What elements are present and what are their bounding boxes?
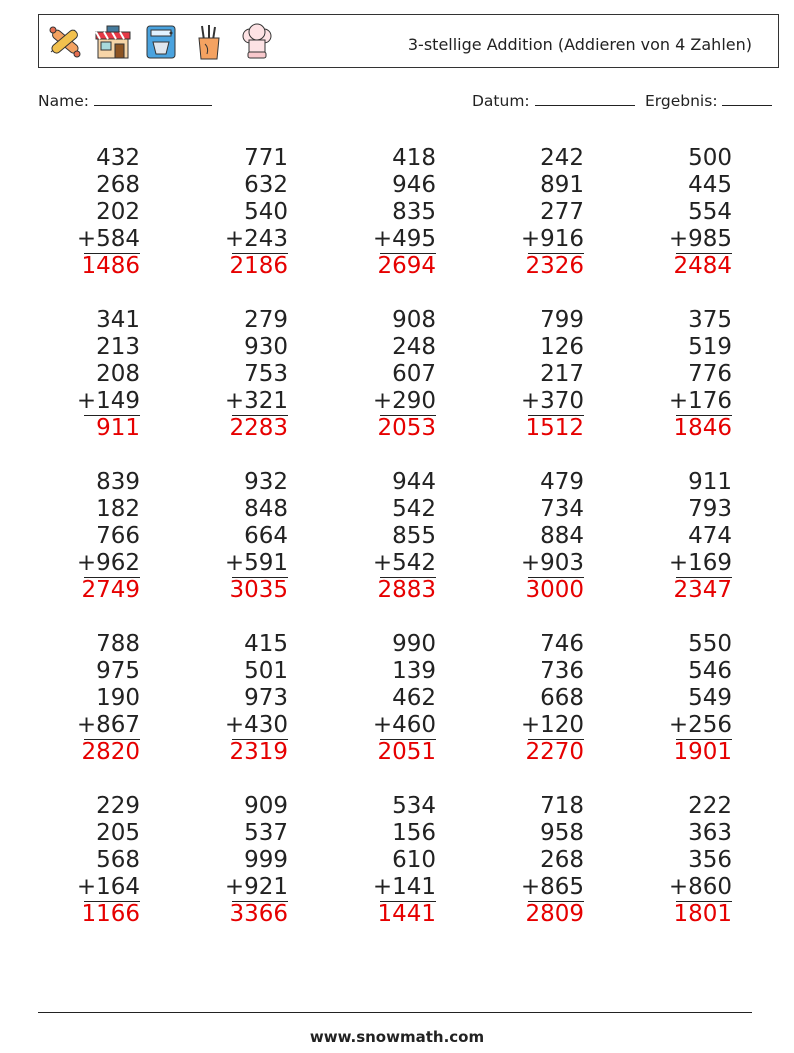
addend: 766 (96, 523, 140, 549)
addend: 799 (540, 307, 584, 333)
addend-with-plus: +141 (372, 874, 436, 900)
addend: 537 (244, 820, 288, 846)
addend: 884 (540, 523, 584, 549)
answer: 1846 (673, 415, 732, 441)
addend-with-plus: +430 (224, 712, 288, 738)
icon-strip (45, 21, 277, 63)
addend: 776 (688, 361, 732, 387)
stand-mixer-icon (141, 22, 181, 62)
addend-with-plus: +591 (224, 550, 288, 576)
date-label: Datum: (472, 92, 530, 110)
addend-with-plus: +243 (224, 226, 288, 252)
addend-with-plus: +865 (520, 874, 584, 900)
addend: 930 (244, 334, 288, 360)
result-field[interactable] (645, 92, 772, 110)
addition-problem (326, 145, 436, 280)
addition-problem (474, 145, 584, 280)
footer-site: www.snowmath.com (309, 1028, 485, 1046)
addend: 341 (96, 307, 140, 333)
answer: 1441 (377, 901, 436, 927)
addend: 771 (244, 145, 288, 171)
addend-with-plus: +495 (372, 226, 436, 252)
addend: 208 (96, 361, 140, 387)
addend: 190 (96, 685, 140, 711)
answer: 2270 (525, 739, 584, 765)
name-label: Name: (38, 92, 89, 110)
addend: 839 (96, 469, 140, 495)
addend: 500 (688, 145, 732, 171)
addend: 242 (540, 145, 584, 171)
addend: 753 (244, 361, 288, 387)
answer: 2749 (81, 577, 140, 603)
addition-problem (622, 631, 732, 766)
addend: 908 (392, 307, 436, 333)
addend: 474 (688, 523, 732, 549)
answer: 1512 (525, 415, 584, 441)
addition-problem (178, 145, 288, 280)
answer: 2883 (377, 577, 436, 603)
addition-problem (30, 631, 140, 766)
addition-problem (622, 793, 732, 928)
addend: 356 (688, 847, 732, 873)
addend: 445 (688, 172, 732, 198)
addend: 975 (96, 658, 140, 684)
answer: 2283 (229, 415, 288, 441)
addend: 268 (96, 172, 140, 198)
addend: 946 (392, 172, 436, 198)
addend: 268 (540, 847, 584, 873)
addend: 932 (244, 469, 288, 495)
addend-with-plus: +867 (76, 712, 140, 738)
addend-with-plus: +321 (224, 388, 288, 414)
addend: 542 (392, 496, 436, 522)
addend: 999 (244, 847, 288, 873)
addition-problem (178, 307, 288, 442)
addition-problem (622, 469, 732, 604)
answer: 1901 (673, 739, 732, 765)
addend: 205 (96, 820, 140, 846)
addend: 911 (688, 469, 732, 495)
addend-with-plus: +256 (668, 712, 732, 738)
addend: 607 (392, 361, 436, 387)
addend-with-plus: +120 (520, 712, 584, 738)
addend: 432 (96, 145, 140, 171)
rolling-pin-icon (45, 22, 85, 62)
addend-with-plus: +290 (372, 388, 436, 414)
addend: 540 (244, 199, 288, 225)
addend: 546 (688, 658, 732, 684)
answer: 2820 (81, 739, 140, 765)
addend: 213 (96, 334, 140, 360)
addend-with-plus: +370 (520, 388, 584, 414)
addition-problem (30, 469, 140, 604)
addend: 126 (540, 334, 584, 360)
addend: 990 (392, 631, 436, 657)
addition-problem (474, 631, 584, 766)
addition-problem (30, 145, 140, 280)
addend: 217 (540, 361, 584, 387)
addend-with-plus: +584 (76, 226, 140, 252)
answer: 2319 (229, 739, 288, 765)
addend-with-plus: +542 (372, 550, 436, 576)
addition-problem (178, 631, 288, 766)
addend: 944 (392, 469, 436, 495)
answer: 2326 (525, 253, 584, 279)
worksheet-title: 3-stellige Addition (Addieren von 4 Zahlen) (407, 35, 752, 54)
addition-problem (622, 307, 732, 442)
answer: 1486 (81, 253, 140, 279)
addend: 958 (540, 820, 584, 846)
utensil-holder-icon (189, 22, 229, 62)
addend: 891 (540, 172, 584, 198)
addend: 909 (244, 793, 288, 819)
addend: 182 (96, 496, 140, 522)
addend: 718 (540, 793, 584, 819)
addend: 568 (96, 847, 140, 873)
addend-with-plus: +860 (668, 874, 732, 900)
addend: 501 (244, 658, 288, 684)
name-field[interactable] (38, 92, 212, 110)
addend: 788 (96, 631, 140, 657)
addend-with-plus: +176 (668, 388, 732, 414)
addend: 632 (244, 172, 288, 198)
addend-with-plus: +985 (668, 226, 732, 252)
answer: 911 (96, 415, 140, 441)
addend-with-plus: +149 (76, 388, 140, 414)
addition-problem (326, 307, 436, 442)
addition-problem (474, 469, 584, 604)
addend: 736 (540, 658, 584, 684)
answer: 1801 (673, 901, 732, 927)
addend: 202 (96, 199, 140, 225)
addition-problem (474, 307, 584, 442)
addend: 534 (392, 793, 436, 819)
bakery-shop-icon (93, 22, 133, 62)
answer: 3035 (229, 577, 288, 603)
addition-problem (622, 145, 732, 280)
result-label: Ergebnis: (645, 92, 718, 110)
addend-with-plus: +921 (224, 874, 288, 900)
addend: 279 (244, 307, 288, 333)
addition-problem (30, 793, 140, 928)
addend: 222 (688, 793, 732, 819)
name-blank[interactable] (94, 92, 212, 106)
addend: 415 (244, 631, 288, 657)
addend-with-plus: +903 (520, 550, 584, 576)
answer: 2051 (377, 739, 436, 765)
addend: 848 (244, 496, 288, 522)
addend: 229 (96, 793, 140, 819)
addend: 418 (392, 145, 436, 171)
addend: 519 (688, 334, 732, 360)
addend: 550 (688, 631, 732, 657)
answer: 1166 (81, 901, 140, 927)
addition-problem (474, 793, 584, 928)
answer: 2347 (673, 577, 732, 603)
addend: 363 (688, 820, 732, 846)
addition-problem (326, 631, 436, 766)
addend: 793 (688, 496, 732, 522)
addend: 855 (392, 523, 436, 549)
answer: 2484 (673, 253, 732, 279)
addend: 375 (688, 307, 732, 333)
addend-with-plus: +460 (372, 712, 436, 738)
addition-problem (30, 307, 140, 442)
chef-hat-icon (237, 22, 277, 62)
addend-with-plus: +962 (76, 550, 140, 576)
addend-with-plus: +169 (668, 550, 732, 576)
addition-problem (326, 793, 436, 928)
addend: 277 (540, 199, 584, 225)
addend: 248 (392, 334, 436, 360)
answer: 2809 (525, 901, 584, 927)
addend-with-plus: +164 (76, 874, 140, 900)
addend: 973 (244, 685, 288, 711)
addend: 610 (392, 847, 436, 873)
worksheet-header (38, 14, 779, 68)
addend-with-plus: +916 (520, 226, 584, 252)
addition-problem (178, 469, 288, 604)
addend: 479 (540, 469, 584, 495)
addend: 462 (392, 685, 436, 711)
addend: 549 (688, 685, 732, 711)
addend: 835 (392, 199, 436, 225)
addend: 156 (392, 820, 436, 846)
addend: 554 (688, 199, 732, 225)
footer-divider (38, 1012, 752, 1013)
answer: 2053 (377, 415, 436, 441)
answer: 3000 (525, 577, 584, 603)
date-field[interactable] (472, 92, 635, 110)
addition-problem (326, 469, 436, 604)
answer: 3366 (229, 901, 288, 927)
addend: 746 (540, 631, 584, 657)
addend: 664 (244, 523, 288, 549)
answer: 2186 (229, 253, 288, 279)
date-blank[interactable] (535, 92, 635, 106)
answer: 2694 (377, 253, 436, 279)
addend: 139 (392, 658, 436, 684)
addend: 734 (540, 496, 584, 522)
addition-problem (178, 793, 288, 928)
addend: 668 (540, 685, 584, 711)
result-blank[interactable] (722, 92, 772, 106)
